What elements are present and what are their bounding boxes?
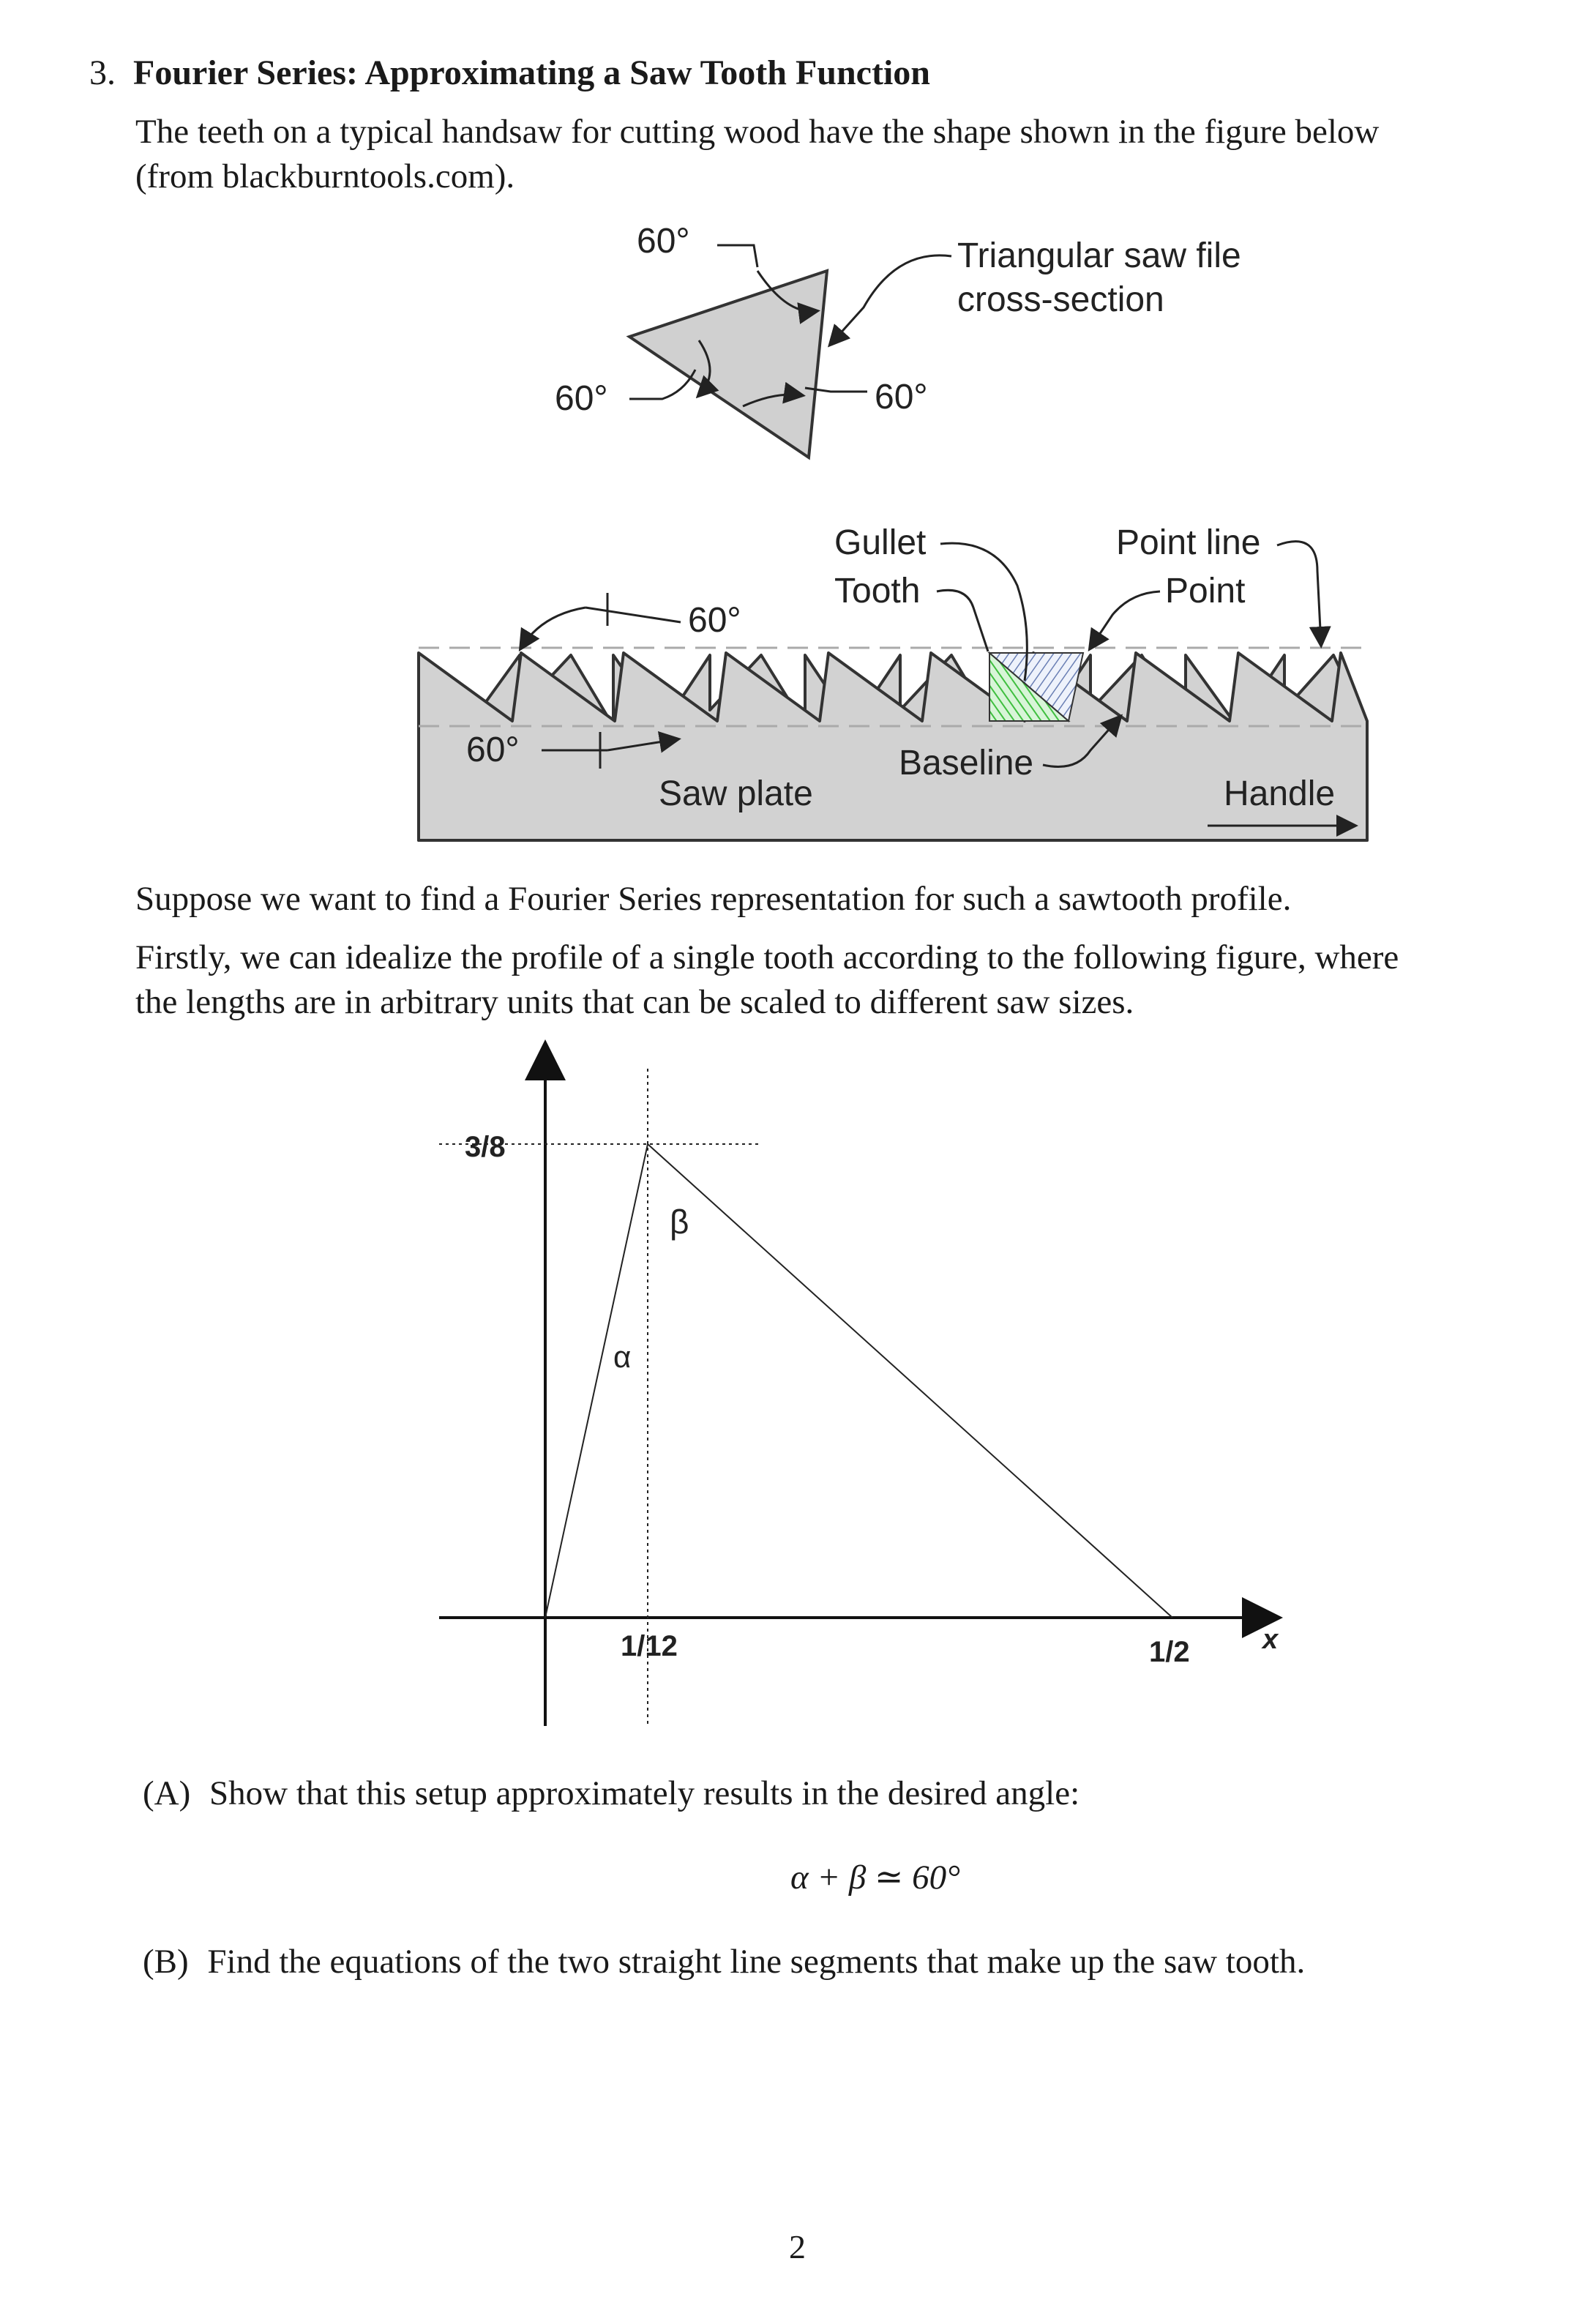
part-a-equation: α + β ≃ 60° <box>790 1858 960 1897</box>
part-b-label: (B) <box>143 1943 189 1981</box>
problem-header <box>89 51 930 95</box>
suppose-paragraph: Suppose we want to find a Fourier Series representation for such a sawtooth profile. <box>135 880 1292 918</box>
file-label-line-2: cross-section <box>957 280 1164 319</box>
point-leader <box>1090 591 1160 648</box>
angle-upper: 60° <box>688 601 741 640</box>
baseline-label: Baseline <box>899 744 1034 782</box>
handle-label: Handle <box>1224 774 1336 813</box>
firstly-line-2: the lengths are in arbitrary units that can be scaled to different saw sizes. <box>135 983 1134 1021</box>
saw-figure <box>0 205 1594 864</box>
problem-number: 3. <box>89 53 116 92</box>
saw-plate-label: Saw plate <box>659 774 813 813</box>
tooth-figure <box>0 1025 1594 1742</box>
file-angle-top: 60° <box>637 222 690 261</box>
point-line-label: Point line <box>1116 523 1261 562</box>
file-label-leader <box>831 255 951 344</box>
gullet-label: Gullet <box>834 523 927 562</box>
tooth-leader <box>937 590 988 651</box>
angle-lower: 60° <box>466 731 520 769</box>
part-b-text: Find the equations of the two straight line segments that make up the saw tooth. <box>207 1943 1306 1981</box>
x-axis-name: x <box>1262 1624 1279 1655</box>
intro-line-1: The teeth on a typical handsaw for cutting wood have the shape shown in the figure below <box>135 113 1380 151</box>
tooth-label: Tooth <box>834 572 921 610</box>
file-angle-right: 60° <box>875 378 928 416</box>
point-label: Point <box>1165 572 1246 610</box>
x-label-peak: 1/12 <box>621 1630 678 1662</box>
beta-label: β <box>670 1203 689 1241</box>
rising-segment <box>545 1144 648 1618</box>
firstly-line-1: Firstly, we can idealize the profile of a single tooth according to the following figure, where <box>135 938 1399 976</box>
angle-upper-arc <box>521 608 585 648</box>
file-angle-left: 60° <box>555 379 608 418</box>
file-label-line-1: Triangular saw file <box>957 236 1241 275</box>
alpha-label: α <box>613 1340 632 1374</box>
firstly-paragraph <box>135 935 1570 1025</box>
point-line-leader <box>1277 542 1321 644</box>
falling-segment <box>648 1144 1172 1618</box>
part-a-text: Show that this setup approximately results in the desired angle: <box>209 1774 1080 1812</box>
part-a-label: (A) <box>143 1774 191 1812</box>
page-number: 2 <box>789 2228 806 2265</box>
angle-top-leader <box>717 245 757 267</box>
y-label-peak: 3/8 <box>465 1131 506 1163</box>
file-cross-section <box>629 271 827 457</box>
x-label-end: 1/2 <box>1149 1636 1190 1668</box>
intro-line-2: (from blackburntools.com). <box>135 157 515 195</box>
part-a <box>143 1771 1570 1816</box>
intro-paragraph <box>135 110 1570 199</box>
angle-upper-leader <box>585 593 681 626</box>
part-b <box>143 1940 1570 1984</box>
problem-title: Fourier Series: Approximating a Saw Tooth Function <box>133 53 930 92</box>
